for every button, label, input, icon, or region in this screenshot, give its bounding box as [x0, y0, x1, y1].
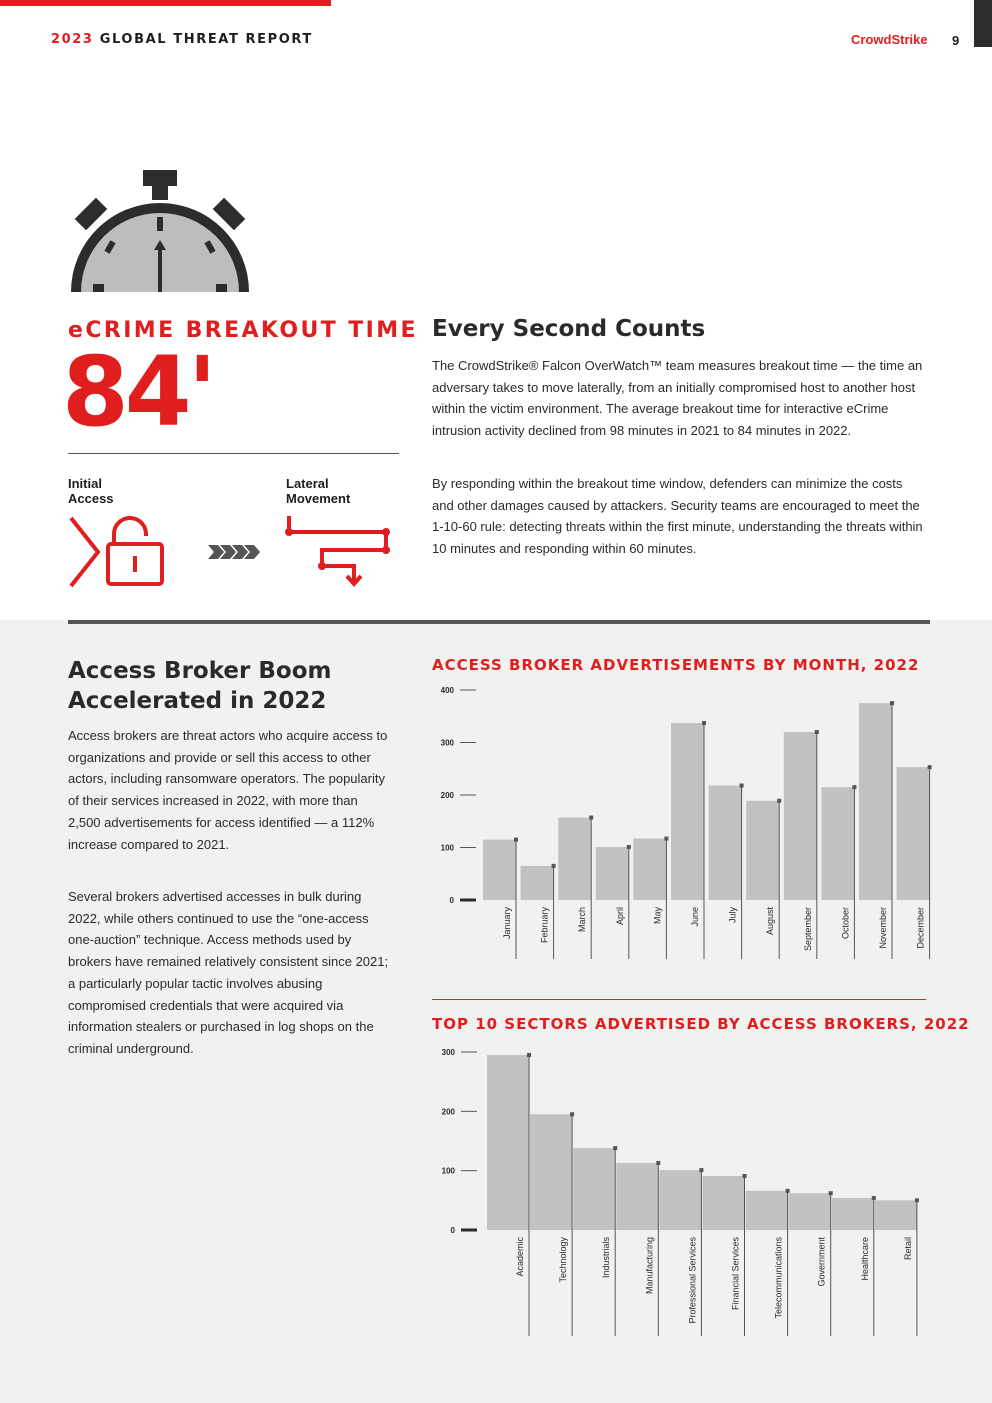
bar-marker [627, 845, 631, 849]
y-tick-label: 200 [440, 791, 454, 800]
y-tick-label: 100 [441, 1166, 455, 1176]
bar-marker [514, 838, 518, 842]
x-category-label: Telecommunications [773, 1237, 784, 1319]
every-second-paragraph-2: By responding within the breakout time window, defenders can minimize the costs and other damages caused by attackers. Security teams are encouraged to meet the 1-10-60 rule: detecting threats within the first minute, understanding the threats within 10 minutes and responding within 60 minutes. [432, 476, 923, 557]
stopwatch-icon [67, 168, 257, 294]
bar-marker [829, 1191, 833, 1195]
x-category-label: November [878, 907, 888, 949]
bar-marker [664, 837, 668, 841]
breakout-flow-diagram [68, 512, 398, 594]
x-category-label: Healthcare [859, 1237, 870, 1281]
bar-healthcare [832, 1198, 874, 1230]
bar-academic [487, 1055, 529, 1230]
bar-january [483, 840, 516, 900]
access-broker-heading: Access Broker Boom Accelerated in 2022 [68, 658, 332, 714]
bar-marker [852, 785, 856, 789]
bar-marker [570, 1112, 574, 1116]
panel-top-rule [68, 620, 930, 624]
page-tab [974, 0, 992, 47]
bar-december [897, 767, 930, 900]
x-category-label: March [577, 907, 588, 933]
bar-may [633, 839, 666, 900]
bar-july [709, 786, 742, 900]
x-category-label: Professional Services [687, 1237, 698, 1324]
y-tick-label: 200 [441, 1107, 455, 1117]
brand-logo-text: CrowdStrike [851, 32, 928, 47]
phase-lateral-movement: Lateral Movement [286, 476, 351, 506]
x-category-label: May [652, 907, 663, 925]
report-header [51, 32, 313, 47]
bar-marker [656, 1161, 660, 1165]
x-category-label: Retail [902, 1237, 913, 1261]
x-category-label: Technology [558, 1237, 569, 1283]
x-category-label: June [690, 907, 700, 927]
x-category-label: April [614, 907, 625, 926]
bar-government [789, 1193, 831, 1230]
bar-marker [740, 784, 744, 788]
x-category-label: February [539, 907, 550, 944]
page-number: 9 [952, 33, 960, 48]
bar-november [859, 703, 892, 900]
bar-manufacturing [616, 1163, 658, 1230]
bar-marker [552, 864, 556, 868]
bar-marker [702, 721, 706, 725]
chart-divider [432, 999, 926, 1000]
y-tick-label: 0 [450, 1226, 455, 1235]
bar-march [558, 818, 591, 900]
monthly-ads-chart [420, 680, 940, 965]
bar-august [746, 801, 779, 900]
bar-february [521, 866, 554, 900]
access-broker-paragraph-1: Access brokers are threat actors who acquire access to organizations and provide or sell this access to other actors, including ransomware operators. The popularity of their services increased in 2022, with more than 2,500 advertisements for access identified — a 112% increase compared to 2021. [68, 728, 388, 852]
bar-technology [530, 1114, 572, 1230]
access-broker-paragraph-2: Several brokers advertised accesses in bulk during 2022, while others continued to use the “one-access one-auction” technique. Access methods used by brokers have remained relatively consistent since 2021; a particularly popular tactic involves abusing compromised credentials that were acquired via information stealers or purchased in log shops on the criminal underground. [68, 889, 389, 1056]
breakout-label: eCRIME BREAKOUT TIME [68, 318, 418, 343]
x-category-label: August [765, 907, 776, 936]
bar-professional-services [659, 1170, 701, 1230]
bar-april [596, 847, 629, 900]
bar-marker [589, 816, 593, 820]
y-tick-label: 400 [440, 686, 454, 695]
bar-marker [613, 1146, 617, 1150]
bar-financial-services [703, 1176, 745, 1230]
x-category-label: September [802, 907, 813, 952]
bar-marker [527, 1053, 531, 1057]
chevron-prompt-icon [71, 518, 98, 586]
bar-retail [875, 1200, 917, 1230]
lateral-path-icon [289, 516, 386, 584]
sectors-chart [420, 1040, 940, 1345]
report-title: GLOBAL THREAT REPORT [99, 32, 313, 47]
y-tick-label: 0 [449, 896, 454, 905]
top-accent-bar [0, 0, 331, 6]
bar-september [784, 732, 817, 900]
bar-marker [743, 1174, 747, 1178]
x-category-label: Industrials [601, 1237, 612, 1279]
bar-marker [777, 799, 781, 803]
bar-marker [872, 1196, 876, 1200]
bar-industrials [573, 1148, 615, 1230]
y-tick-label: 300 [441, 1048, 455, 1057]
bar-marker [915, 1198, 919, 1202]
every-second-heading: Every Second Counts [432, 316, 706, 342]
x-category-label: Government [816, 1237, 827, 1287]
bar-marker [786, 1189, 790, 1193]
y-tick-label: 100 [440, 843, 454, 853]
report-year: 2023 [51, 32, 94, 47]
x-category-label: December [915, 907, 926, 949]
arrows-icon [208, 545, 260, 559]
bar-marker [699, 1168, 703, 1172]
every-second-paragraph-1: The CrowdStrike® Falcon OverWatch™ team measures breakout time — the time an adversary takes to move laterally, from an initially compromised host to another host within the victim environment. The average breakout time for interactive eCrime intrusion activity declined from 98 minutes in 2021 to 84 minutes in 2022. [432, 358, 923, 439]
x-category-label: Financial Services [730, 1237, 741, 1311]
sectors-chart-title: TOP 10 SECTORS ADVERTISED BY ACCESS BROKERS, 2022 [432, 1015, 970, 1033]
x-category-label: Manufacturing [644, 1237, 655, 1295]
divider [68, 453, 399, 454]
x-category-label: July [727, 907, 738, 924]
breakout-value: 84' [62, 336, 213, 448]
bar-june [671, 723, 704, 900]
phase-initial-access: Initial Access [68, 476, 114, 506]
unlocked-padlock-icon [108, 518, 162, 584]
monthly-chart-title: ACCESS BROKER ADVERTISEMENTS BY MONTH, 2022 [432, 656, 920, 674]
bar-marker [928, 765, 932, 769]
bar-telecommunications [746, 1191, 788, 1230]
bar-marker [890, 701, 894, 705]
y-tick-label: 300 [440, 738, 454, 748]
bar-marker [815, 730, 819, 734]
x-category-label: Academic [515, 1237, 525, 1277]
x-category-label: January [502, 907, 512, 940]
bar-october [821, 787, 854, 900]
x-category-label: October [840, 907, 851, 940]
